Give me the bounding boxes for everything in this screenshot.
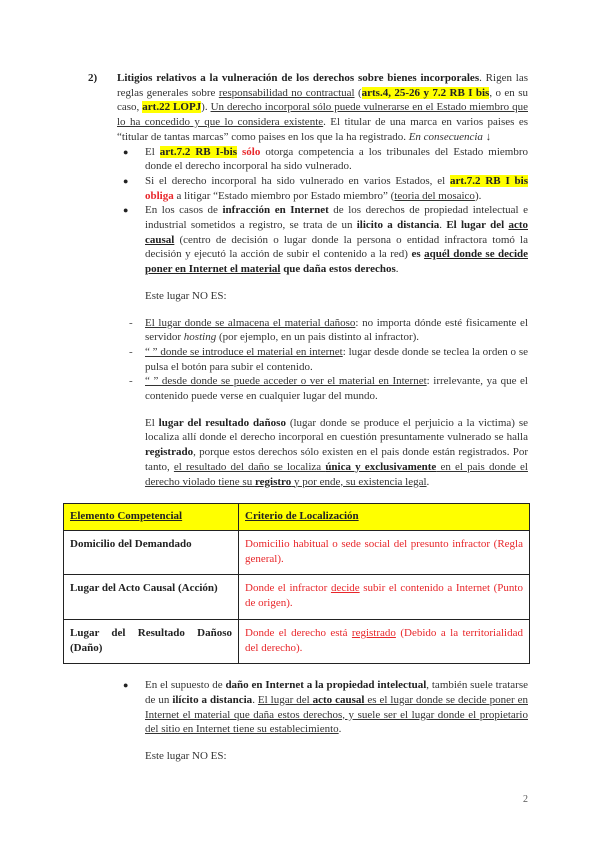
text-run: ↓ <box>482 130 492 143</box>
text-run: Lugar del Resultado Dañoso (Daño) <box>70 626 232 654</box>
section-head <box>88 71 528 145</box>
bullet-text <box>145 175 528 202</box>
text-run: aquél donde se decide poner en Internet el material <box>145 248 528 276</box>
text-run: El lugar donde se almacena el material dañoso <box>145 316 356 329</box>
text-run: (lugar donde se produce el perjuicio a la victima) se localiza allí donde el derecho incorporal en cuestión presuntamente vulnerado se halla <box>145 416 528 444</box>
text-run: En los casos de <box>145 204 223 217</box>
text-run: En consecuencia <box>408 130 483 143</box>
text-run: registrado <box>351 626 396 639</box>
text-run: lugar del resultado dañoso <box>158 416 286 429</box>
text-run: arts.4, 25-26 y 7.2 RB I bis <box>361 86 490 99</box>
text-run: . <box>426 475 430 488</box>
dash-text <box>145 317 528 344</box>
dash-icon: - <box>129 375 133 388</box>
text-run: “ ” donde se introduce el material en internet <box>145 345 343 358</box>
text-run: El lugar del <box>257 693 313 706</box>
table-cell <box>239 575 530 619</box>
page-number: 2 <box>523 793 528 805</box>
result-paragraph <box>145 416 528 490</box>
section-intro-paragraph <box>117 71 528 145</box>
dash-item <box>129 374 528 403</box>
text-run: . <box>252 693 258 706</box>
text-run: : lugar desde donde se teclea la orden o se pulsa el botón para subir el contenido. <box>145 345 528 373</box>
dash-item <box>129 345 528 374</box>
dash-list <box>129 316 528 404</box>
text-run: Donde el derecho está <box>245 626 352 639</box>
text-run: teoria del mosaico <box>394 189 475 202</box>
competence-table <box>63 503 530 664</box>
text-run: daño en Internet a la propiedad intelectual <box>225 679 427 692</box>
section-number: 2) <box>88 72 98 84</box>
text-run: ilicito a distancia <box>356 219 440 232</box>
bullet-item <box>123 145 529 174</box>
text-run: (Debido a la territorialidad del derecho). <box>245 626 523 654</box>
dash-item <box>129 316 528 345</box>
dash-icon: - <box>129 316 133 329</box>
text-run: : no importa dónde esté fisicamente el servidor <box>145 316 528 344</box>
bullet-list <box>123 678 529 737</box>
table-cell <box>64 575 239 619</box>
text-run: registro <box>254 475 292 488</box>
text-run: en el pais donde el derecho violado tiene su <box>145 460 528 488</box>
text-run: otorga competencia a los tribunales del Estado miembro donde el derecho incorporal ha sido vulnerado. <box>145 145 529 173</box>
text-run: Litigios relativos a la vulneración de los derechos sobre bienes incorporales <box>117 72 480 84</box>
table-header-cell <box>64 504 239 531</box>
table-cell <box>239 619 530 663</box>
text-run: infracción en Internet <box>222 204 329 217</box>
text-run: Domicilio habitual o sede social del presunto infractor (Regla general). <box>245 537 523 565</box>
text-run: El lugar del <box>446 219 509 232</box>
table-header-cell <box>239 504 530 531</box>
dash-text <box>145 346 528 373</box>
text-run: . <box>338 723 342 736</box>
text-run: subir el contenido a Internet (Punto de origen). <box>245 582 523 610</box>
table-row <box>64 619 530 663</box>
bullet-icon: ● <box>123 146 129 157</box>
text-run: Domicilio del Demandado <box>70 537 192 550</box>
table-cell <box>239 530 530 574</box>
text-run: ( <box>354 86 362 99</box>
text-run: (centro de decisión o lugar donde la persona o entidad infractora tomó la decisión y ejecutó la acción de subir el contenido a la red) <box>145 233 528 261</box>
text-run: El <box>145 416 159 429</box>
dash-icon: - <box>129 345 133 358</box>
text-run: es el lugar donde se decide poner en Internet el material que daña estos derechos, y suele ser el lugar donde el propietario del sitio en Internet tiene su establecimiento <box>145 693 529 736</box>
text-run: hosting <box>183 331 217 344</box>
bullet-item <box>123 174 528 203</box>
text-run: . El titular de una marca en varios paises es “titular de tantas marcas” como paises en los que la ha registrado. <box>117 116 528 143</box>
page-footer <box>0 792 528 828</box>
text-run: registrado <box>145 446 194 459</box>
text-run: es <box>411 248 425 261</box>
table-header-row <box>64 504 530 531</box>
text-run: Criterio de Localización <box>245 510 359 523</box>
text-run: art.7.2 RB I-bis <box>159 145 238 158</box>
dash-text <box>145 375 528 402</box>
text-run: , también suele tratarse de un <box>145 679 528 706</box>
not-is-label: Este lugar NO ES: <box>145 750 227 763</box>
text-run: Si el derecho incorporal ha sido vulnerado en varios Estados, el <box>145 174 450 187</box>
bullet-text <box>145 204 528 275</box>
text-run: art.22 LOPJ <box>142 101 202 114</box>
bullet-text <box>145 146 528 173</box>
text-run: Elemento Competencial <box>70 510 183 523</box>
text-run: obliga <box>145 189 174 202</box>
not-is-label: Este lugar NO ES: <box>145 289 227 302</box>
text-run: ). <box>201 101 211 114</box>
bullet-icon: ● <box>123 205 129 216</box>
text-run: Donde el infractor <box>245 582 331 595</box>
text-run: ilícito a distancia <box>172 693 253 706</box>
bullet-icon: ● <box>123 175 129 186</box>
text-run: responsabilidad no contractual <box>218 86 355 99</box>
table-cell <box>64 530 239 574</box>
text-run: a litigar “Estado miembro por Estado miembro” ( <box>173 189 395 202</box>
bullet-item <box>123 203 529 277</box>
bullet-item <box>123 678 529 737</box>
text-run: . <box>395 263 399 276</box>
table-cell <box>64 619 239 663</box>
text-run: En el supuesto de <box>145 679 226 692</box>
text-run: art.7.2 RB I bis <box>449 174 528 187</box>
bullet-icon: ● <box>123 680 129 691</box>
text-run: “ ” desde donde se puede acceder o ver el material en Internet <box>145 375 427 388</box>
text-run: decide <box>330 582 360 595</box>
bullet-list <box>123 145 529 277</box>
text-run: ). <box>474 189 482 202</box>
text-run: que daña estos derechos <box>280 263 396 276</box>
text-run: sólo <box>242 145 261 158</box>
text-run: El <box>145 145 160 158</box>
text-run: de los derechos de propiedad intelectual e industrial sometidos a registro, se trata de un <box>145 204 528 232</box>
text-run: acto causal <box>312 693 365 706</box>
text-run: el resultado del daño se localiza <box>173 460 326 473</box>
text-run: única y exclusivamente <box>325 460 437 473</box>
text-run: Un derecho incorporal sólo puede vulnerarse en el Estado miembro que lo ha concedido y que lo considera existente <box>117 101 528 129</box>
text-run: acto causal <box>145 219 529 246</box>
text-run: Lugar del Acto Causal (Acción) <box>70 582 218 595</box>
text-run: . Rigen las reglas generales sobre <box>117 72 528 99</box>
text-run: (por ejemplo, en un pais distinto al infractor). <box>216 331 420 344</box>
text-run: . <box>439 219 447 232</box>
text-run: : irrelevante, ya que el contenido puede verse en cualquier lugar del mundo. <box>145 375 528 403</box>
bullet-text <box>145 679 528 735</box>
text-run: , o en su caso, <box>117 86 528 114</box>
text-run: y por ende, su existencia legal <box>291 475 427 488</box>
text-run: , porque estos derechos sólo existen en el pais donde están registrados. Por tanto, <box>145 446 528 473</box>
table-row <box>64 575 530 619</box>
table-row <box>64 530 530 574</box>
